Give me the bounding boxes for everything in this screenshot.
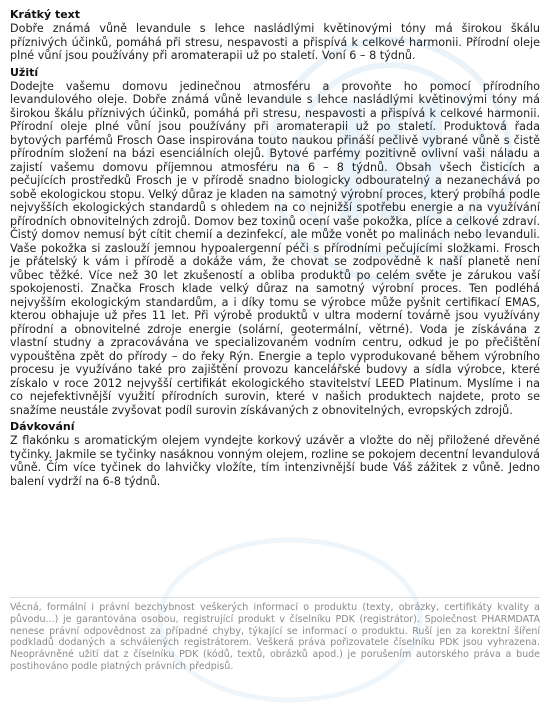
- product-text: [10, 8, 540, 491]
- dosage-heading: Dávkování: [10, 420, 75, 433]
- short-text-heading: Krátký text: [10, 8, 81, 21]
- short-text-body: Dobře známá vůně levandule s lehce nasládlými květinovými tóny má širokou škálu příznivých účinků, pomáhá při stresu, nespavosti a přispívá k celkové harmonii. Přírodní oleje plné vůní jsou používány při aromaterapii už po staletí. Voní 6 – 8 týdnů.: [10, 22, 540, 62]
- dosage-body: Z flakónku s aromatickým olejem vyndejte korkový uzávěr a vložte do něj přiložené dřevěné tyčinky. Jakmile se tyčinky nasáknou vonným olejem, rozline se pokojem decentní levandulová vůně. Čím více tyčinek do lahvičky vložíte, tím intenzivnější bude Váš zážitek z vůně. Jedno balení vydrží na 6-8 týdnů.: [10, 434, 540, 488]
- usage-section: [10, 66, 540, 418]
- short-text-section: [10, 8, 540, 63]
- usage-body: Dodejte vašemu domovu jedinečnou atmosféru a provoňte ho pomocí přírodního levandulového oleje. Dobře známá vůně levandule s lehce nasládlými květinovými tóny má širokou škálu příznivých účinků, pomáhá při stresu, nespavosti a přispívá k celkové harmonii. Přírodní oleje plné vůní jsou používány při aromaterapii už po staletí. Produktová řada bytových parfémů Frosch Oase inspirována touto naukou přináší pečlivě vybrané vůně s čistě přírodním složení na bázi esenciálních olejů. Bytové parfémy pozitivně ovlivní vaši náladu a zajistí vašemu domovu příjemnou atmosféru na 6 – 8 týdnů. Obsah všech čisticích a pečujících prostředků Frosch je v přírodě snadno biologicky odbouratelný a nezanechává po sobě ekologickou stopu. Velký důraz je kladen na samotný výrobní proces, který probíhá podle nejvyšších ekologických standardů s ohledem na co nejnižší spotřebu energie a na využívání přírodních obnovitelných zdrojů. Domov bez toxinů ocení vaše pokožka, plíce a celkové zdraví. Čistý domov nemusí být cítit chemií a dezinfekcí, ale může vonět po malinách nebo levanduli. Vaše pokožka si zaslouží jemnou hypoalergenní péči s přírodními pečujícími složkami. Frosch je přátelský k vám i přírodě a dokáže vám, že chovat se zodpovědně k naší planetě není vůbec těžké. Více než 30 let zkušeností a obliba produktů po celém světe je zárukou vaší spokojenosti. Značka Frosch klade velký důraz na samotný výrobní proces. Ten podléhá nejvyšším ekologickým standardům, a i díky tomu se výrobce může pyšnit certifikací EMAS, kterou obhajuje už přes 11 let. Při výrobě produktů v ultra moderní továrně jsou využívány přírodní a obnovitelné zdroje energie (solární, geotermální, větrné). Voda je získávána z vlastní studny a zpracovávána ve specializovaném vodním centru, odkud je po přečištění vypouštěna zpět do přírody – do řeky Rýn. Energie a teplo vyprodukované během výrobního procesu je využíváno také pro zajištění provozu kancelářské budovy a sídla výrobce, které získalo v roce 2012 nejvyšší certifikát ekologického stavitelství LEED Platinum. Myslíme i na co nejefektivnější využití přírodních surovin, které v našich produktech najdete, proto se snažíme neustále zvyšovat podíl surovin získávaných z obnovitelných, evropských zdrojů.: [10, 79, 540, 417]
- legal-disclaimer: Věcná, formální i právní bezchybnost veškerých informací o produktu (texty, obrázky, certifikáty kvality a původu...) je garantována osobou, registrující produkt v číselníku PDK (registrátor). Společnost PHARMDATA nenese právní odpovědnost za případné chyby, týkající se informací o produktu. Ruší jen za korektní šíření podkladů dodaných a schválených registrátorem. Veškerá práva pořizovatele číselníku PDK jsou vyhrazena. Neoprávněné užití dat z číselníku PDK (kódů, textů, obrázků apod.) je porušením autorského práva a bude postihováno podle platných právních předpisů.: [10, 597, 540, 673]
- dosage-section: [10, 420, 540, 488]
- usage-heading: Užití: [10, 65, 39, 79]
